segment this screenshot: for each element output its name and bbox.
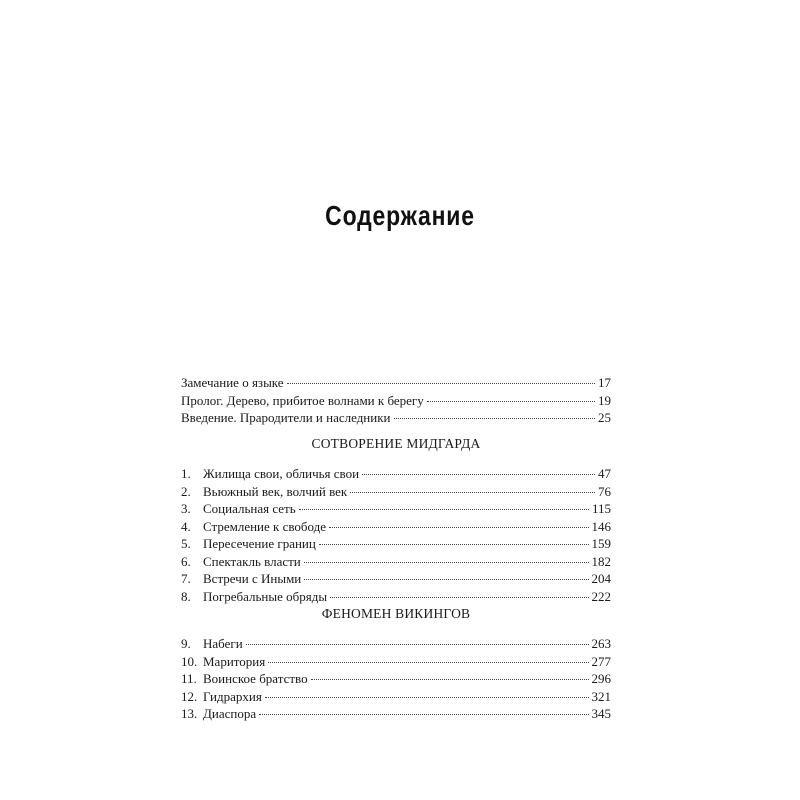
- entry-label: Встречи с Иными: [203, 571, 302, 586]
- dot-leader: [350, 492, 595, 493]
- dot-leader: [394, 418, 596, 419]
- entry-page-number: 19: [598, 392, 611, 408]
- entry-page-number: 25: [598, 410, 611, 425]
- entry-page-number: 146: [591, 518, 611, 534]
- entry-label: Погребальные обряды: [203, 588, 328, 604]
- toc-entry: [181, 653, 611, 671]
- chapter-number: 10.: [181, 653, 198, 669]
- entry-page-number: 17: [598, 375, 611, 390]
- chapter-number: 3.: [181, 501, 191, 516]
- toc-entry: [181, 688, 611, 706]
- dot-leader: [304, 562, 589, 563]
- entry-page-number: 182: [591, 553, 611, 569]
- entry-page-number: 115: [591, 501, 611, 516]
- entry-label: Диаспора: [203, 706, 257, 721]
- dot-leader: [362, 474, 595, 475]
- entry-label: Вьюжный век, волчий век: [203, 483, 348, 499]
- front-matter-list: [181, 374, 611, 427]
- dot-leader: [330, 597, 588, 598]
- entry-page-number: 296: [591, 671, 611, 686]
- entry-label: Пересечение границ: [203, 536, 316, 551]
- dot-leader: [299, 509, 589, 510]
- entry-page-number: 47: [598, 466, 611, 481]
- entry-page-number: 76: [598, 483, 611, 499]
- toc-entry: [181, 553, 611, 571]
- chapter-number: 2.: [181, 483, 191, 499]
- toc-entry: [181, 670, 611, 688]
- entry-page-number: 222: [591, 588, 611, 604]
- chapter-number: 7.: [181, 571, 191, 586]
- dot-leader: [311, 679, 589, 680]
- entry-page-number: 263: [591, 636, 611, 651]
- dot-leader: [329, 527, 588, 528]
- chapter-number: 9.: [181, 636, 191, 651]
- entry-label: Набеги: [203, 636, 243, 651]
- chapter-number: 1.: [181, 466, 191, 481]
- toc-entry: [181, 483, 611, 501]
- chapter-number: 11.: [181, 671, 197, 686]
- dot-leader: [304, 579, 588, 580]
- entry-label: Спектакль власти: [203, 553, 301, 569]
- dot-leader: [246, 644, 589, 645]
- entry-page-number: 345: [591, 706, 611, 721]
- entry-page-number: 204: [591, 571, 611, 586]
- section-creation-of-midgard: [181, 435, 611, 605]
- section-viking-phenomenon: [181, 605, 611, 723]
- toc-entry: [181, 588, 611, 606]
- dot-leader: [259, 714, 588, 715]
- entry-label: Жилища свои, обличья свои: [203, 466, 360, 481]
- toc-entry: [181, 705, 611, 723]
- entry-page-number: 277: [591, 653, 611, 669]
- dot-leader: [265, 697, 589, 698]
- dot-leader: [287, 383, 595, 384]
- entry-label: Маритория: [203, 653, 266, 669]
- chapter-number: 13.: [181, 706, 198, 721]
- entry-label: Замечание о языке: [181, 375, 284, 390]
- chapter-number: 8.: [181, 588, 191, 604]
- dot-leader: [268, 662, 588, 663]
- entry-label: Введение. Прародители и наследники: [181, 410, 391, 425]
- toc-entry: [181, 374, 611, 392]
- section-title: СОТВОРЕНИЕ МИДГАРДА: [311, 436, 481, 451]
- chapter-number: 5.: [181, 536, 191, 551]
- entry-label: Пролог. Дерево, прибитое волнами к берегу: [181, 392, 424, 408]
- toc-entry: [181, 570, 611, 588]
- entry-label: Социальная сеть: [203, 501, 296, 516]
- chapter-number: 4.: [181, 518, 191, 534]
- entry-label: Стремление к свободе: [203, 518, 327, 534]
- dot-leader: [427, 401, 595, 402]
- entry-label: Гидрархия: [203, 688, 262, 704]
- toc-entry: [181, 409, 611, 427]
- chapter-number: 12.: [181, 688, 198, 704]
- section-title: ФЕНОМЕН ВИКИНГОВ: [321, 606, 471, 621]
- toc-entry: [181, 392, 611, 410]
- toc-entry: [181, 635, 611, 653]
- entry-label: Воинское братство: [203, 671, 308, 686]
- dot-leader: [319, 544, 589, 545]
- page-title: Содержание: [325, 200, 475, 231]
- entry-page-number: 159: [591, 536, 611, 551]
- toc-entry: [181, 535, 611, 553]
- entry-page-number: 321: [591, 688, 611, 704]
- chapter-number: 6.: [181, 553, 191, 569]
- toc-entry: [181, 465, 611, 483]
- toc-entry: [181, 500, 611, 518]
- toc-entry: [181, 518, 611, 536]
